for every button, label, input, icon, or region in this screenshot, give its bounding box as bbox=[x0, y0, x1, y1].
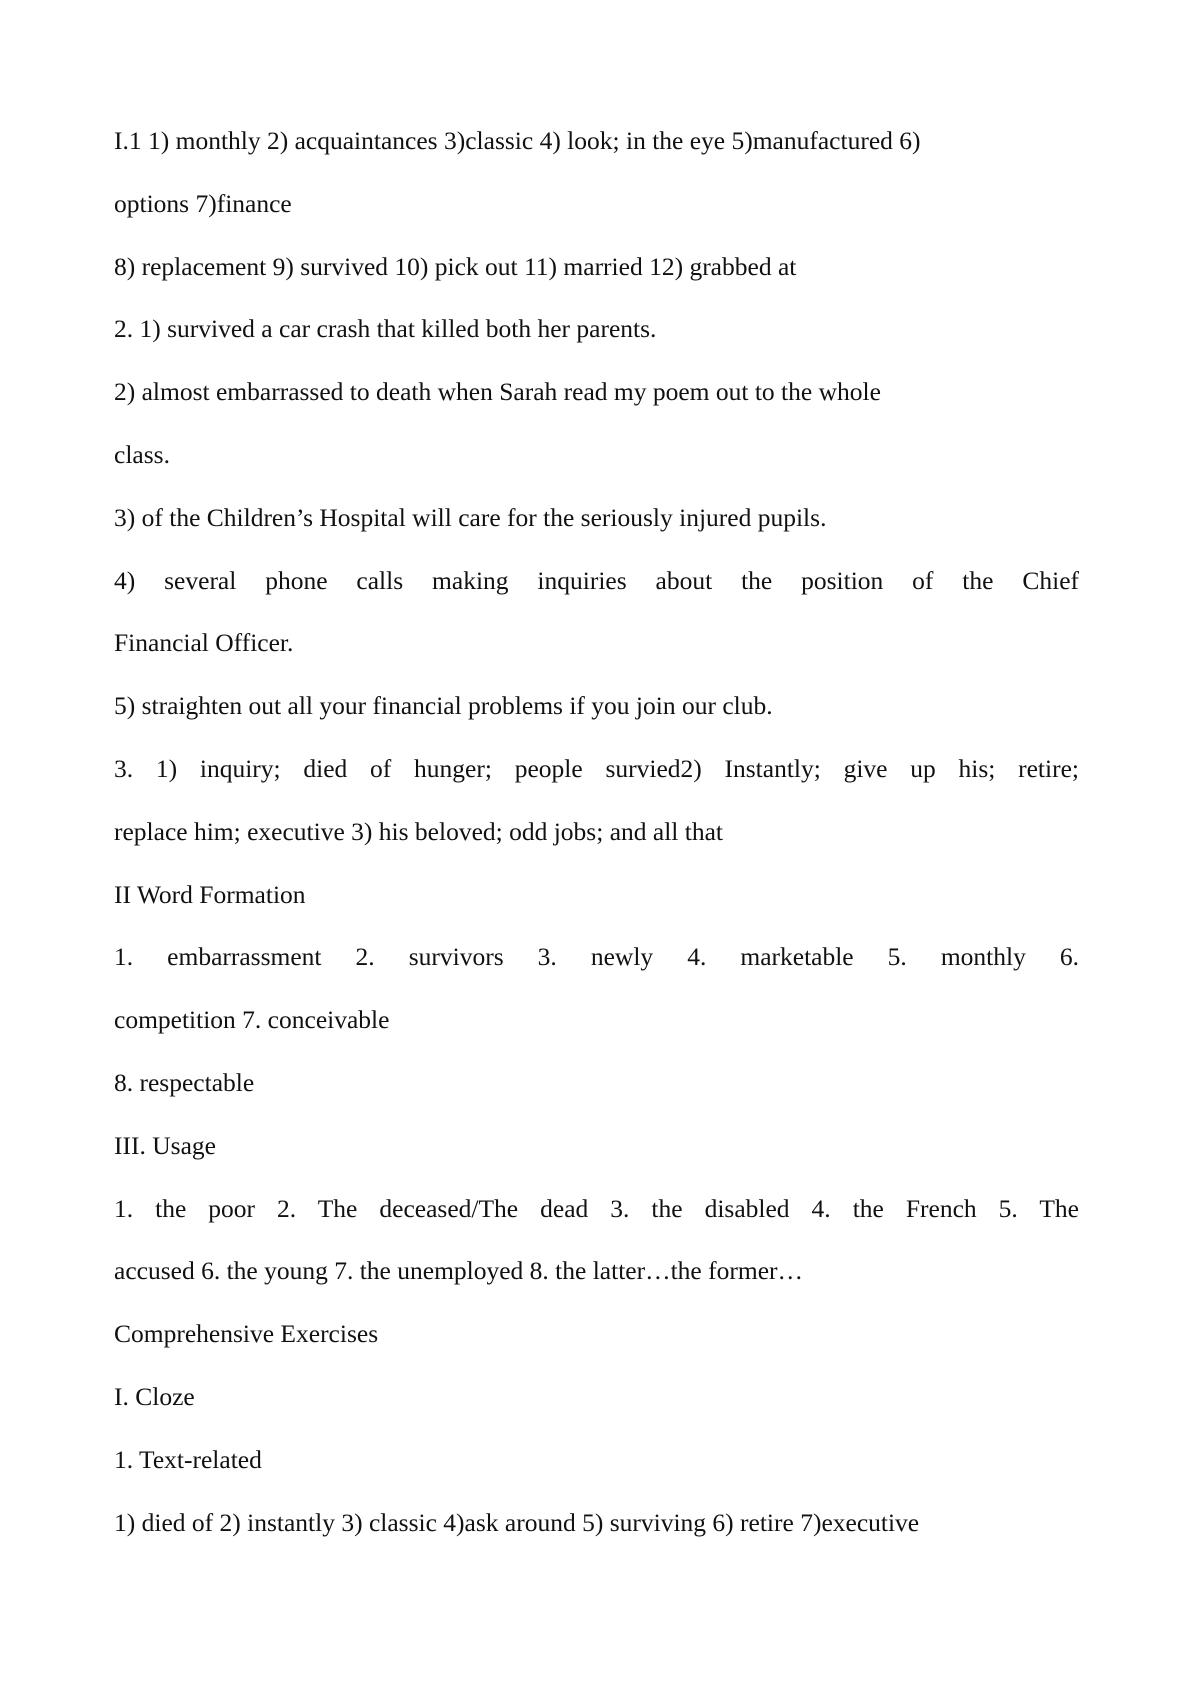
section-heading-usage: III. Usage bbox=[114, 1130, 216, 1160]
answer-line-vocabulary-3: 8) replacement 9) survived 10) pick out 11) married 12) grabbed at bbox=[114, 251, 797, 281]
answer-line-passage-2: replace him; executive 3) his beloved; odd jobs; and all that bbox=[114, 816, 723, 846]
subsection-heading-text-related: 1. Text-related bbox=[114, 1444, 262, 1474]
section-heading-cloze: I. Cloze bbox=[114, 1381, 195, 1411]
answer-line-usage-2: accused 6. the young 7. the unemployed 8. the latter…the former… bbox=[114, 1256, 803, 1286]
section-heading-word-formation: II Word Formation bbox=[114, 879, 306, 909]
answer-line-vocabulary-1: I.1 1) monthly 2) acquaintances 3)classic 4) look; in the eye 5)manufactured 6) bbox=[114, 126, 921, 155]
answer-line-sentence-4: 4) several phone calls making inquiries about the position of the Chief bbox=[114, 565, 1079, 595]
answer-line-passage-1: 3. 1) inquiry; died of hunger; people survied2) Instantly; give up his; retire; bbox=[114, 753, 1079, 783]
answer-line-sentence-2-cont: class. bbox=[114, 439, 170, 469]
answer-line-sentence-5: 5) straighten out all your financial problems if you join our club. bbox=[114, 691, 773, 721]
answer-line-word-formation-2: competition 7. conceivable bbox=[114, 1005, 390, 1035]
answer-line-sentence-1: 2. 1) survived a car crash that killed both her parents. bbox=[114, 314, 657, 344]
answer-line-word-formation-3: 8. respectable bbox=[114, 1067, 255, 1097]
answer-line-sentence-3: 3) of the Children’s Hospital will care for the seriously injured pupils. bbox=[114, 502, 827, 532]
answer-line-word-formation-1: 1. embarrassment 2. survivors 3. newly 4. marketable 5. monthly 6. bbox=[114, 942, 1079, 972]
answer-line-sentence-4-cont: Financial Officer. bbox=[114, 628, 294, 658]
document-page bbox=[114, 110, 1079, 1554]
answer-line-vocabulary-2: options 7)finance bbox=[114, 188, 292, 218]
answer-line-cloze-1: 1) died of 2) instantly 3) classic 4)ask around 5) surviving 6) retire 7)executive bbox=[114, 1507, 920, 1537]
section-heading-comprehensive-exercises: Comprehensive Exercises bbox=[114, 1319, 379, 1349]
answer-line-sentence-2: 2) almost embarrassed to death when Sarah read my poem out to the whole bbox=[114, 377, 881, 407]
answer-line-usage-1: 1. the poor 2. The deceased/The dead 3. the disabled 4. the French 5. The bbox=[114, 1193, 1079, 1223]
